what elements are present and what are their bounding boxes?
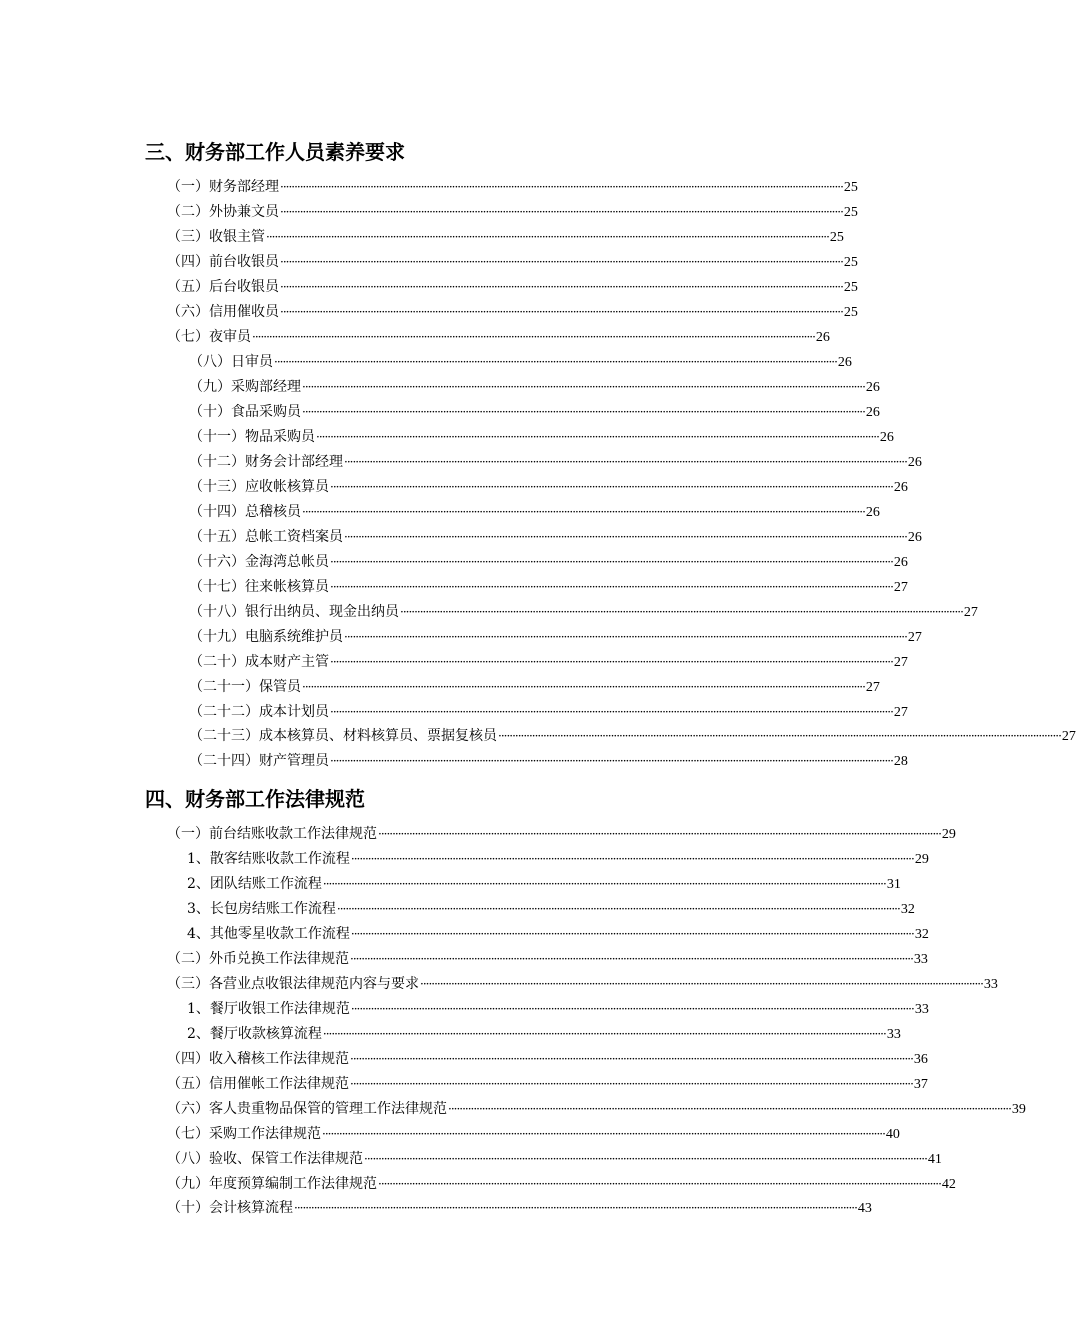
toc-page-number: 31 [886, 877, 901, 892]
toc-page-number: 26 [865, 405, 880, 420]
toc-entry-label: （三）各营业点收银法律规范内容与要求 [167, 976, 419, 992]
toc-entry-label: （二十三）成本核算员、材料核算员、票据复核员 [189, 728, 497, 744]
dot-leader: ········································································································································································································ [274, 355, 837, 369]
dot-leader: ········································································································································································································ [498, 729, 1061, 743]
toc-entry[interactable] [167, 201, 858, 223]
toc-entry[interactable] [189, 451, 922, 473]
toc-entry[interactable] [189, 750, 908, 772]
toc-entry-label: 4、其他零星收款工作流程 [187, 926, 350, 942]
toc-page-number: 26 [837, 355, 852, 370]
toc-page-number: 26 [865, 505, 880, 520]
dot-leader: ········································································································································································································ [302, 380, 865, 394]
toc-entry[interactable] [189, 701, 908, 723]
toc-entry-label: （六）信用催收员 [167, 304, 279, 320]
toc-page-number: 32 [914, 927, 929, 942]
dot-leader: ········································································································································································································ [330, 480, 893, 494]
toc-entry-label: （二）外币兑换工作法律规范 [167, 951, 349, 967]
toc-entry-label: 1、散客结账收款工作流程 [187, 851, 350, 867]
toc-page-number: 27 [893, 705, 908, 720]
dot-leader: ········································································································································································································ [330, 580, 893, 594]
toc-entry[interactable] [167, 1173, 956, 1195]
toc-entry-label: （五）信用催帐工作法律规范 [167, 1076, 349, 1092]
toc-page-number: 26 [815, 330, 830, 345]
toc-page-number: 27 [893, 655, 908, 670]
toc-entry[interactable] [189, 476, 908, 498]
toc-entry[interactable] [167, 176, 858, 198]
toc-page-number: 33 [886, 1027, 901, 1042]
toc-page-number: 25 [843, 255, 858, 270]
toc-entry[interactable] [189, 551, 908, 573]
toc-entry[interactable] [189, 351, 852, 373]
toc-entry[interactable] [189, 676, 880, 698]
toc-entry[interactable] [187, 923, 929, 945]
dot-leader: ········································································································································································································ [294, 1201, 857, 1215]
toc-entry-label: （七）夜审员 [167, 329, 251, 345]
toc-page-number: 32 [900, 902, 915, 917]
toc-page-number: 26 [879, 430, 894, 445]
toc-entry-label: （九）年度预算编制工作法律规范 [167, 1176, 377, 1192]
toc-entry-label: （三）收银主管 [167, 229, 265, 245]
toc-page-number: 27 [893, 580, 908, 595]
toc-page-number: 43 [857, 1201, 872, 1216]
toc-page-number: 29 [914, 852, 929, 867]
toc-entry-label: （八）日审员 [189, 354, 273, 370]
toc-entry[interactable] [189, 651, 908, 673]
toc-page-number: 27 [865, 680, 880, 695]
toc-entry-label: （一）前台结账收款工作法律规范 [167, 826, 377, 842]
toc-page-number: 26 [865, 380, 880, 395]
dot-leader: ········································································································································································································ [280, 180, 843, 194]
toc-entry-label: （二十）成本财产主管 [189, 654, 329, 670]
toc-entry-label: 3、长包房结账工作流程 [187, 901, 336, 917]
dot-leader: ········································································································································································································ [330, 555, 893, 569]
toc-page-number: 26 [907, 530, 922, 545]
dot-leader: ········································································································································································································ [280, 205, 843, 219]
dot-leader: ········································································································································································································ [252, 330, 815, 344]
dot-leader: ········································································································································································································ [350, 852, 914, 866]
toc-entry-label: （二）外协兼文员 [167, 204, 279, 220]
toc-entry-label: 1、餐厅收银工作法律规范 [187, 1001, 350, 1017]
toc-page-number: 27 [1061, 729, 1076, 744]
dot-leader: ········································································································································································································ [302, 680, 865, 694]
toc-entry[interactable] [189, 626, 922, 648]
dot-leader: ········································································································································································································ [378, 1177, 941, 1191]
dot-leader: ········································································································································································································ [364, 1152, 927, 1166]
toc-entry-label: （十五）总帐工资档案员 [189, 529, 343, 545]
toc-entry[interactable] [167, 1197, 872, 1219]
toc-entry-label: （十二）财务会计部经理 [189, 454, 343, 470]
dot-leader: ········································································································································································································ [322, 1127, 885, 1141]
toc-page-number: 29 [941, 827, 956, 842]
toc-entry[interactable] [167, 973, 998, 995]
toc-entry-label: （十六）金海湾总帐员 [189, 554, 329, 570]
toc-entry[interactable] [167, 823, 956, 845]
dot-leader: ········································································································································································································ [420, 977, 983, 991]
toc-entry[interactable] [189, 501, 880, 523]
toc-entry-label: （四）收入稽核工作法律规范 [167, 1051, 349, 1067]
toc-entry[interactable] [187, 1023, 901, 1045]
dot-leader: ········································································································································································································ [350, 1002, 914, 1016]
dot-leader: ········································································································································································································ [350, 1052, 913, 1066]
toc-page-number: 36 [913, 1052, 928, 1067]
toc-entry[interactable] [187, 873, 901, 895]
toc-entry[interactable] [167, 1123, 900, 1145]
toc-page-number: 26 [907, 455, 922, 470]
toc-entry[interactable] [167, 301, 858, 323]
toc-page-number: 25 [829, 230, 844, 245]
toc-page-number: 37 [913, 1077, 928, 1092]
dot-leader: ········································································································································································································ [350, 927, 914, 941]
toc-page-number: 42 [941, 1177, 956, 1192]
toc-entry[interactable] [167, 276, 858, 298]
toc-entry[interactable] [167, 1048, 928, 1070]
toc-entry-label: （十）会计核算流程 [167, 1200, 293, 1216]
toc-page-number: 28 [893, 754, 908, 769]
toc-entry-label: （十七）往来帐核算员 [189, 579, 329, 595]
dot-leader: ········································································································································································································ [322, 877, 886, 891]
toc-page-number: 41 [927, 1152, 942, 1167]
dot-leader: ········································································································································································································ [344, 455, 907, 469]
dot-leader: ········································································································································································································ [344, 530, 907, 544]
toc-entry[interactable] [187, 898, 915, 920]
toc-entry-label: （十一）物品采购员 [189, 429, 315, 445]
toc-entry-label: （二十一）保管员 [189, 679, 301, 695]
toc-entry-label: （二十二）成本计划员 [189, 704, 329, 720]
toc-entry[interactable] [189, 526, 922, 548]
dot-leader: ········································································································································································································ [350, 952, 913, 966]
toc-entry[interactable] [167, 948, 928, 970]
dot-leader: ········································································································································································································ [266, 230, 829, 244]
toc-entry-label: （九）采购部经理 [189, 379, 301, 395]
toc-entry[interactable] [167, 326, 830, 348]
toc-entry-label: （十四）总稽核员 [189, 504, 301, 520]
toc-entry[interactable] [187, 848, 929, 870]
dot-leader: ········································································································································································································ [330, 655, 893, 669]
dot-leader: ········································································································································································································ [330, 705, 893, 719]
dot-leader: ········································································································································································································ [378, 827, 941, 841]
dot-leader: ········································································································································································································ [448, 1102, 1011, 1116]
toc-page-number: 27 [963, 605, 978, 620]
toc-entry[interactable] [167, 226, 844, 248]
toc-entry[interactable] [187, 998, 929, 1020]
dot-leader: ········································································································································································································ [330, 754, 893, 768]
toc-page-number: 40 [885, 1127, 900, 1142]
toc-entry-label: （六）客人贵重物品保管的管理工作法律规范 [167, 1101, 447, 1117]
dot-leader: ········································································································································································································ [400, 605, 963, 619]
toc-entry[interactable] [167, 251, 858, 273]
toc-page-number: 26 [893, 555, 908, 570]
toc-entry-label: （十九）电脑系统维护员 [189, 629, 343, 645]
dot-leader: ········································································································································································································ [280, 280, 843, 294]
toc-entry-label: （十八）银行出纳员、现金出纳员 [189, 604, 399, 620]
toc-entry-label: 2、餐厅收款核算流程 [187, 1026, 322, 1042]
dot-leader: ········································································································································································································ [336, 902, 900, 916]
dot-leader: ········································································································································································································ [316, 430, 879, 444]
section-heading: 三、财务部工作人员素养要求 [145, 140, 405, 164]
dot-leader: ········································································································································································································ [302, 405, 865, 419]
toc-page-number: 33 [983, 977, 998, 992]
toc-page-number: 25 [843, 205, 858, 220]
toc-entry-label: （五）后台收银员 [167, 279, 279, 295]
toc-page-number: 25 [843, 280, 858, 295]
toc-page-number: 27 [907, 630, 922, 645]
toc-entry[interactable] [189, 576, 908, 598]
toc-entry[interactable] [167, 1148, 942, 1170]
toc-entry[interactable] [189, 601, 978, 623]
toc-page-number: 25 [843, 305, 858, 320]
toc-page-number: 39 [1011, 1102, 1026, 1117]
toc-entry[interactable] [167, 1098, 1026, 1120]
toc-entry-label: （一）财务部经理 [167, 179, 279, 195]
dot-leader: ········································································································································································································ [302, 505, 865, 519]
dot-leader: ········································································································································································································ [280, 305, 843, 319]
toc-entry-label: （二十四）财产管理员 [189, 753, 329, 769]
toc-entry-label: （八）验收、保管工作法律规范 [167, 1151, 363, 1167]
toc-entry[interactable] [189, 401, 880, 423]
toc-entry-label: 2、团队结账工作流程 [187, 876, 322, 892]
toc-entry[interactable] [189, 725, 1076, 747]
dot-leader: ········································································································································································································ [344, 630, 907, 644]
toc-page-number: 33 [914, 1002, 929, 1017]
toc-page-number: 26 [893, 480, 908, 495]
dot-leader: ········································································································································································································ [350, 1077, 913, 1091]
toc-entry-label: （七）采购工作法律规范 [167, 1126, 321, 1142]
toc-entry-label: （四）前台收银员 [167, 254, 279, 270]
toc-entry[interactable] [189, 376, 880, 398]
toc-entry[interactable] [189, 426, 894, 448]
toc-page-number: 33 [913, 952, 928, 967]
section-heading: 四、财务部工作法律规范 [145, 787, 365, 811]
dot-leader: ········································································································································································································ [280, 255, 843, 269]
toc-entry-label: （十三）应收帐核算员 [189, 479, 329, 495]
toc-entry[interactable] [167, 1073, 928, 1095]
toc-entry-label: （十）食品采购员 [189, 404, 301, 420]
toc-page-number: 25 [843, 180, 858, 195]
dot-leader: ········································································································································································································ [322, 1027, 886, 1041]
